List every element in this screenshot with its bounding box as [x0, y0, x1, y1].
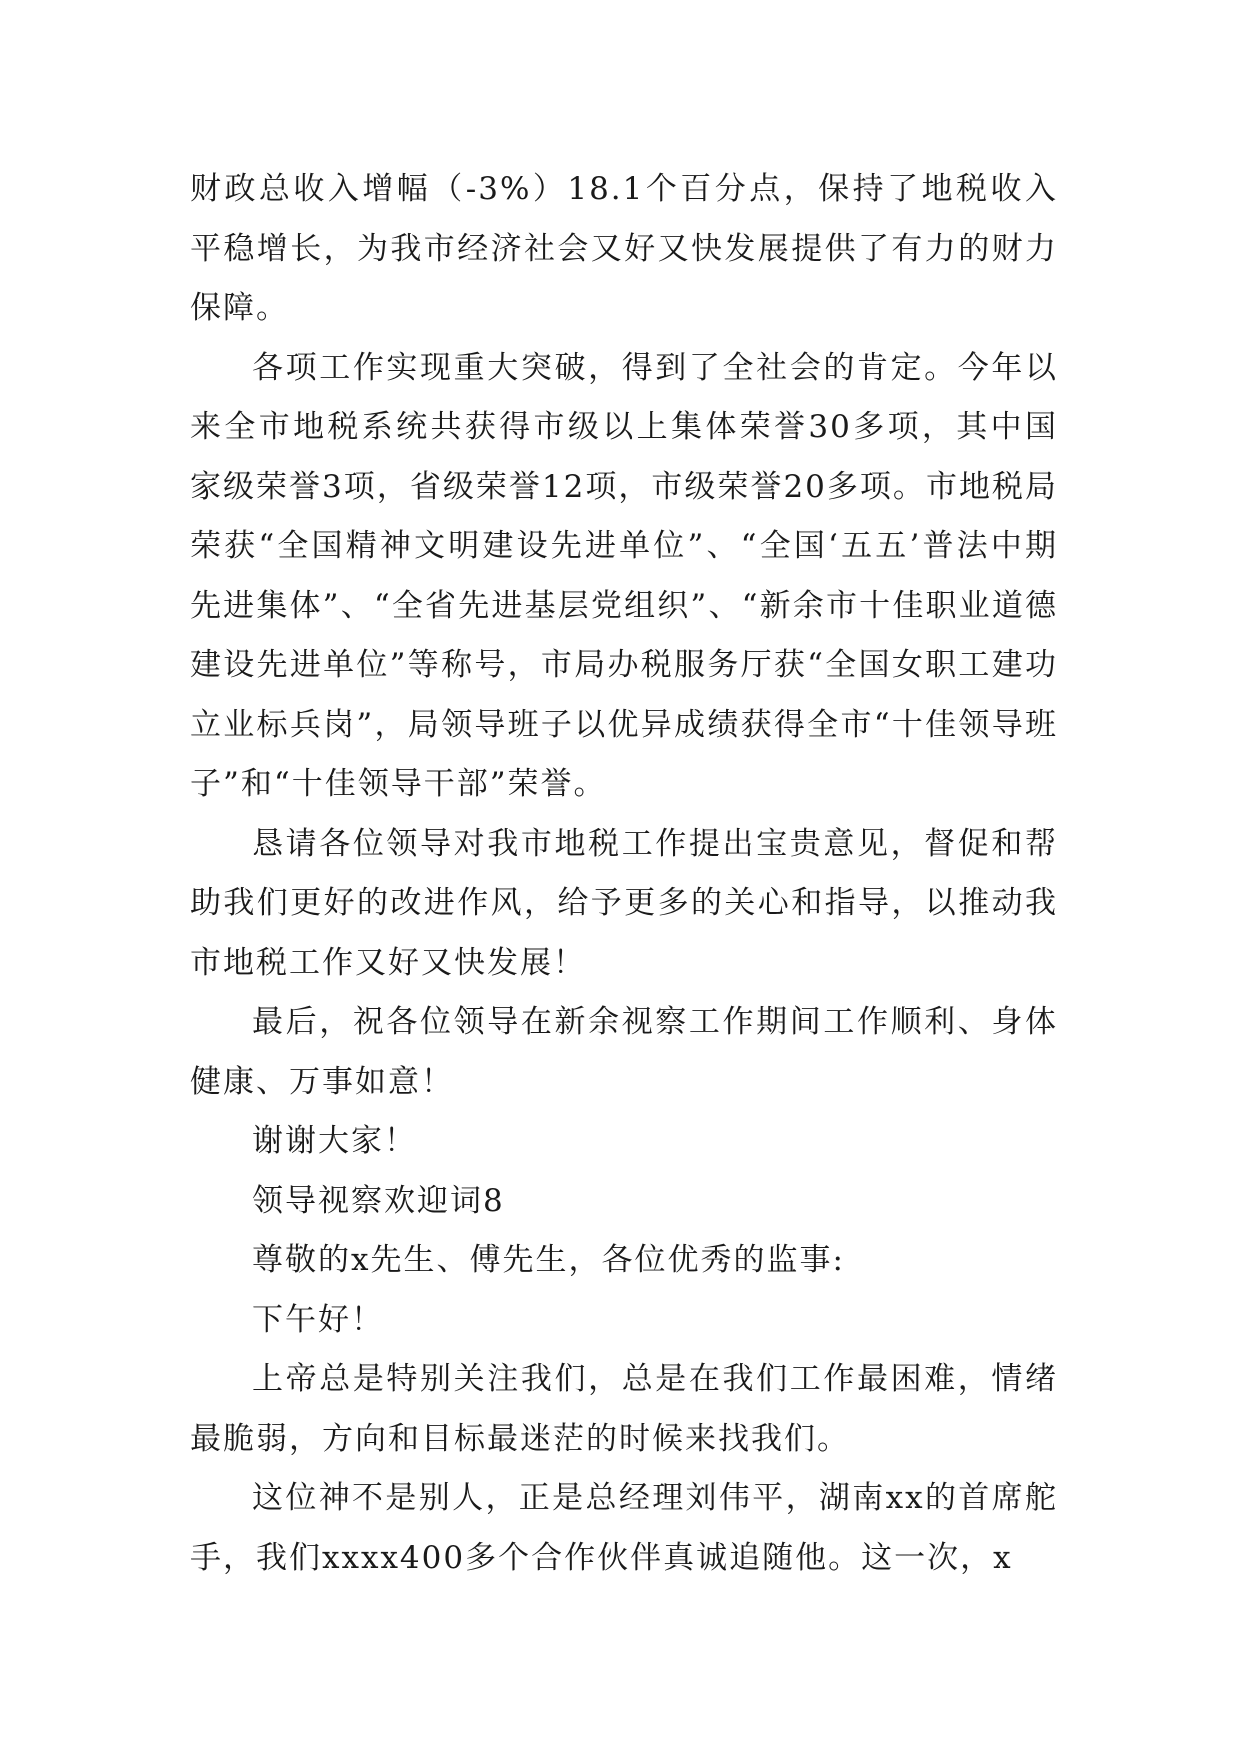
paragraph-request: 恳请各位领导对我市地税工作提出宝贵意见，督促和帮助我们更好的改进作风，给予更多的关心和指导，以推动我市地税工作又好又快发展！ — [190, 825, 1058, 981]
paragraph-leader: 这位神不是别人，正是总经理刘伟平，湖南xx的首席舵手，我们xxxx400多个合作伙伴真诚追随他。这一次，x — [190, 1480, 1058, 1576]
paragraph-thanks: 谢谢大家！ — [252, 1123, 417, 1159]
paragraph-achievements: 各项工作实现重大突破，得到了全社会的肯定。今年以来全市地税系统共获得市级以上集体荣誉30多项，其中国家级荣誉3项，省级荣誉12项，市级荣誉20多项。市地税局荣获“全国精神文明建设先进单位”、“全国‘五五’普法中期先进集体”、“全省先进基层党组织”、“新余市十佳职业道德建设先进单位”等称号，市局办税服务厅获“全国女职工建功立业标兵岗”，局领导班子以优异成绩获得全市“十佳领导班子”和“十佳领导干部”荣誉。 — [190, 349, 1058, 802]
paragraph-wishes: 最后，祝各位领导在新余视察工作期间工作顺利、身体健康、万事如意！ — [190, 1004, 1058, 1100]
document-body — [190, 160, 1058, 1588]
paragraph-salutation: 尊敬的x先生、傅先生，各位优秀的监事: — [252, 1242, 845, 1278]
paragraph-continuation: 财政总收入增幅（-3%）18.1个百分点，保持了地税收入平稳增长，为我市经济社会又好又快发展提供了有力的财力保障。 — [190, 171, 1058, 326]
section-heading: 领导视察欢迎词8 — [252, 1182, 505, 1219]
paragraph-intro: 上帝总是特别关注我们，总是在我们工作最困难，情绪最脆弱，方向和目标最迷茫的时候来找我们。 — [190, 1361, 1058, 1457]
paragraph-greeting: 下午好！ — [252, 1301, 384, 1338]
